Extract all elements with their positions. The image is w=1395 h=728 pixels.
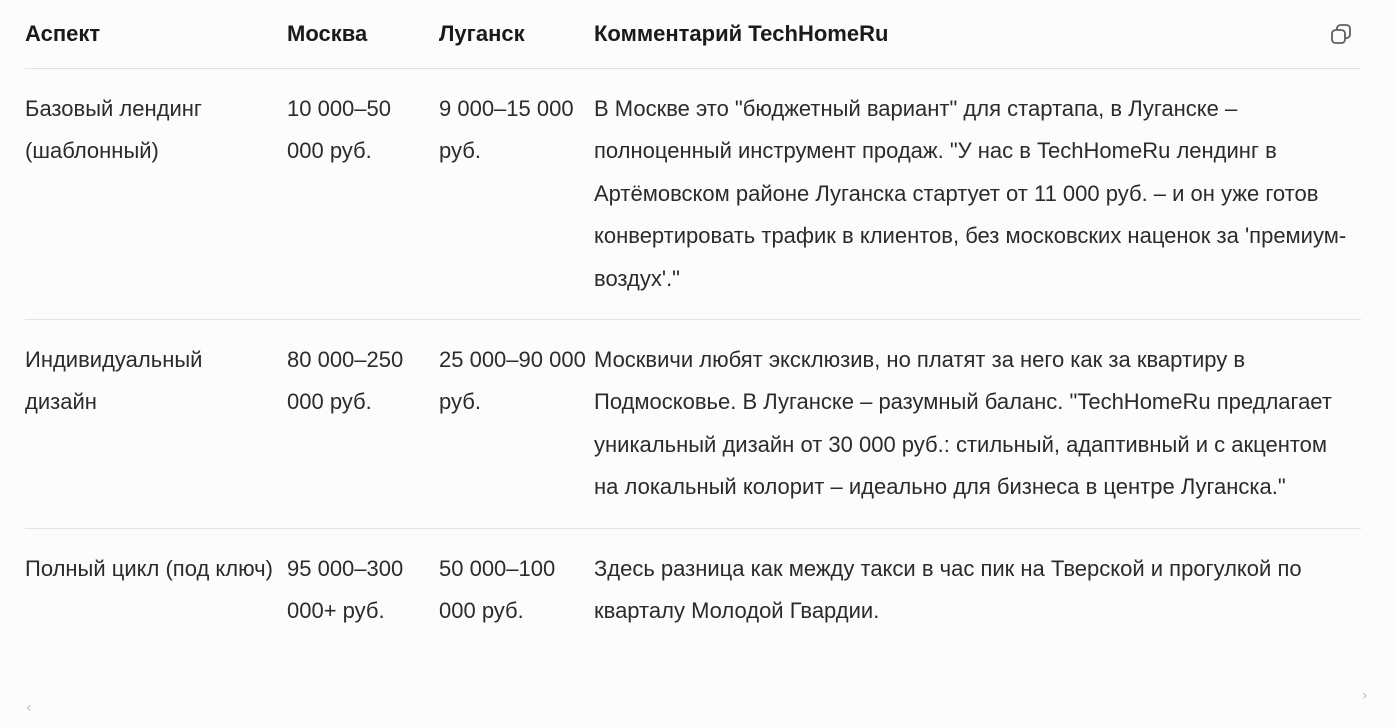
header-lugansk: Луганск bbox=[439, 0, 594, 69]
table-row bbox=[25, 69, 1361, 320]
cell-aspect: Индивидуальный дизайн bbox=[25, 320, 287, 529]
cell-lugansk: 50 000–100 000 руб. bbox=[439, 555, 556, 624]
cell-comment: В Москве это "бюджетный вариант" для стартапа, в Луганске – полноценный инструмент продаж. "У нас в TechHomeRu лендинг в Артёмовском районе Луганска стартует от 11 000 руб. – и он уже готов конвертировать трафик в клиентов, без московских наценок за 'премиум-воздух'." bbox=[594, 69, 1361, 320]
cell-moscow: 80 000–250 000 руб. bbox=[287, 320, 439, 529]
cell-lugansk: 9 000–15 000 руб. bbox=[439, 69, 594, 320]
price-comparison-table bbox=[25, 0, 1361, 651]
chevron-left-icon[interactable]: ‹ bbox=[26, 700, 32, 716]
cell-moscow: 10 000–50 000 руб. bbox=[287, 69, 439, 320]
cell-comment: Москвичи любят эксклюзив, но платят за него как за квартиру в Подмосковье. В Луганске – разумный баланс. "TechHomeRu предлагает уникальный дизайн от 30 000 руб.: стильный, адаптивный и с акцентом на локальный колорит – идеально для бизнеса в центре Луганска." bbox=[594, 320, 1361, 529]
table-header-row bbox=[25, 0, 1361, 69]
copy-table-button[interactable] bbox=[1327, 20, 1355, 48]
header-moscow: Москва bbox=[287, 0, 439, 69]
header-comment: Комментарий TechHomeRu bbox=[594, 0, 1361, 69]
table-row bbox=[25, 528, 1361, 651]
copy-icon bbox=[1329, 22, 1353, 46]
cell-comment: Здесь разница как между такси в час пик на Тверской и прогулкой по кварталу Молодой Гвардии. bbox=[594, 555, 1302, 624]
cell-aspect: Базовый лендинг (шаблонный) bbox=[25, 69, 287, 320]
cell-moscow: 95 000–300 000+ руб. bbox=[287, 555, 404, 624]
header-aspect: Аспект bbox=[25, 0, 287, 69]
chevron-right-icon[interactable]: › bbox=[1362, 688, 1368, 704]
table-row bbox=[25, 320, 1361, 529]
cell-aspect: Полный цикл (под ключ) bbox=[25, 555, 273, 581]
cell-lugansk: 25 000–90 000 руб. bbox=[439, 320, 594, 529]
